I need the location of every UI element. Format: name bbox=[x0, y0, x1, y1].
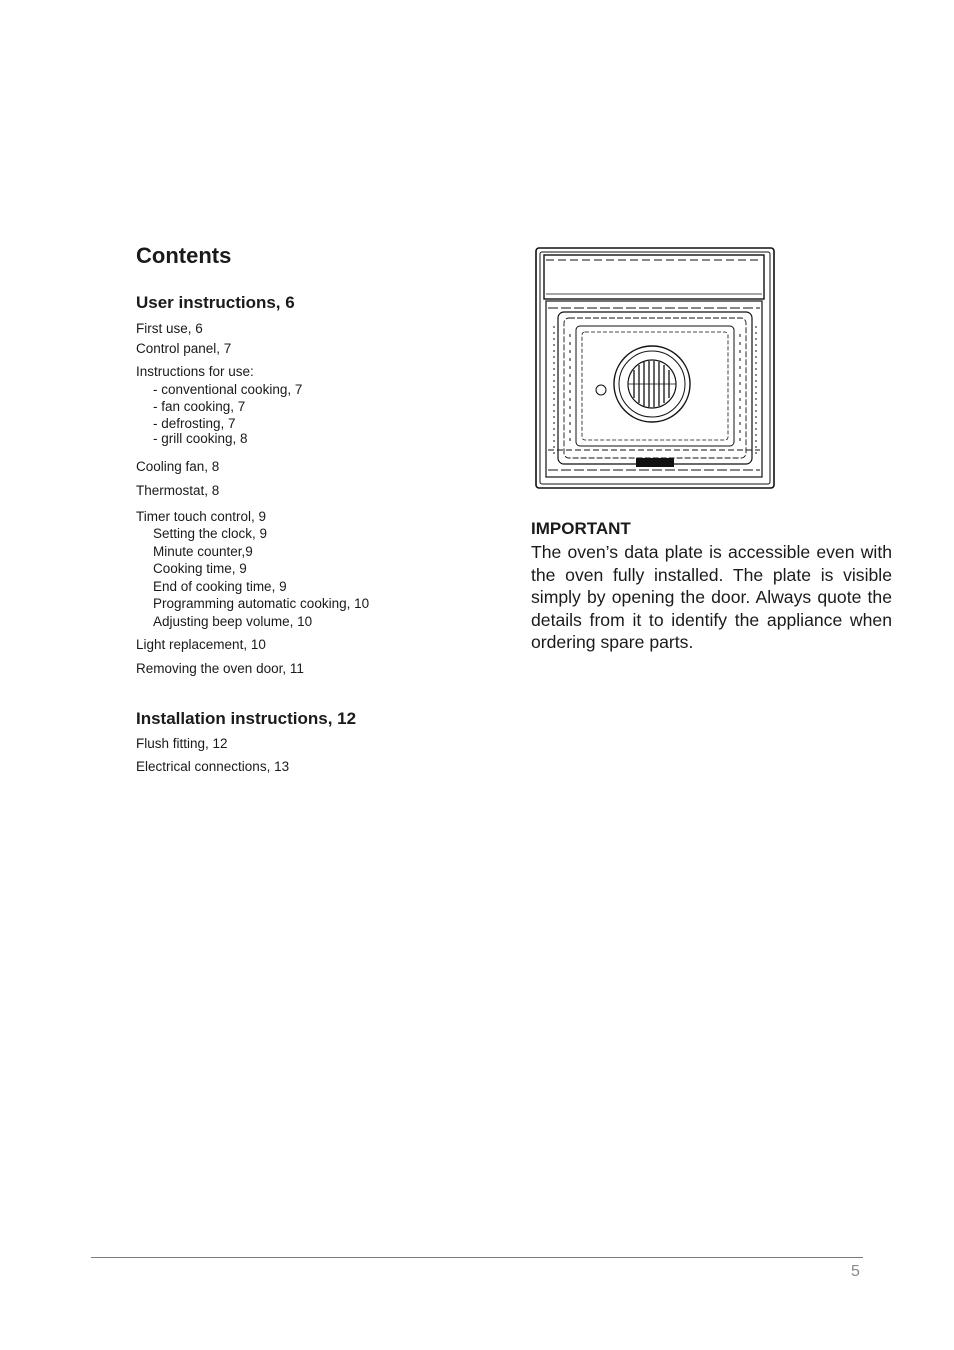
toc-end-of-cooking-time: End of cooking time, 9 bbox=[153, 579, 287, 594]
toc-conventional-cooking: - conventional cooking, 7 bbox=[153, 382, 303, 397]
toc-grill-cooking: - grill cooking, 8 bbox=[153, 431, 248, 446]
user-instructions-heading: User instructions, 6 bbox=[136, 293, 295, 312]
oven-drawing-svg bbox=[534, 246, 776, 490]
page-number: 5 bbox=[851, 1263, 860, 1280]
contents-title: Contents bbox=[136, 243, 232, 268]
toc-cooking-time: Cooking time, 9 bbox=[153, 561, 247, 576]
toc-timer-touch-control: Timer touch control, 9 bbox=[136, 509, 267, 524]
toc-first-use: First use, 6 bbox=[136, 321, 203, 336]
toc-electrical-connections: Electrical connections, 13 bbox=[136, 759, 290, 774]
toc-programming-automatic-cooking: Programming automatic cooking, 10 bbox=[153, 596, 370, 611]
toc-flush-fitting: Flush fitting, 12 bbox=[136, 736, 228, 751]
toc-removing-oven-door: Removing the oven door, 11 bbox=[136, 661, 304, 676]
toc-instructions-for-use: Instructions for use: bbox=[136, 364, 254, 379]
toc-control-panel: Control panel, 7 bbox=[136, 341, 232, 356]
installation-instructions-heading: Installation instructions, 12 bbox=[136, 709, 357, 728]
footer-divider bbox=[91, 1257, 863, 1258]
toc-minute-counter: Minute counter,9 bbox=[153, 544, 253, 559]
important-body-text: The oven’s data plate is accessible even with the oven fully installed. The plate is visible simply by opening the door. Always quote the details from it to identify the appliance when ordering spare parts. bbox=[531, 542, 892, 653]
toc-cooling-fan: Cooling fan, 8 bbox=[136, 459, 220, 474]
toc-adjusting-beep-volume: Adjusting beep volume, 10 bbox=[153, 614, 313, 629]
toc-defrosting: - defrosting, 7 bbox=[153, 416, 236, 431]
toc-fan-cooking: - fan cooking, 7 bbox=[153, 399, 246, 414]
toc-light-replacement: Light replacement, 10 bbox=[136, 637, 266, 652]
toc-setting-clock: Setting the clock, 9 bbox=[153, 526, 268, 541]
oven-illustration bbox=[534, 246, 776, 490]
important-heading: IMPORTANT bbox=[531, 519, 631, 538]
toc-thermostat: Thermostat, 8 bbox=[136, 483, 220, 498]
